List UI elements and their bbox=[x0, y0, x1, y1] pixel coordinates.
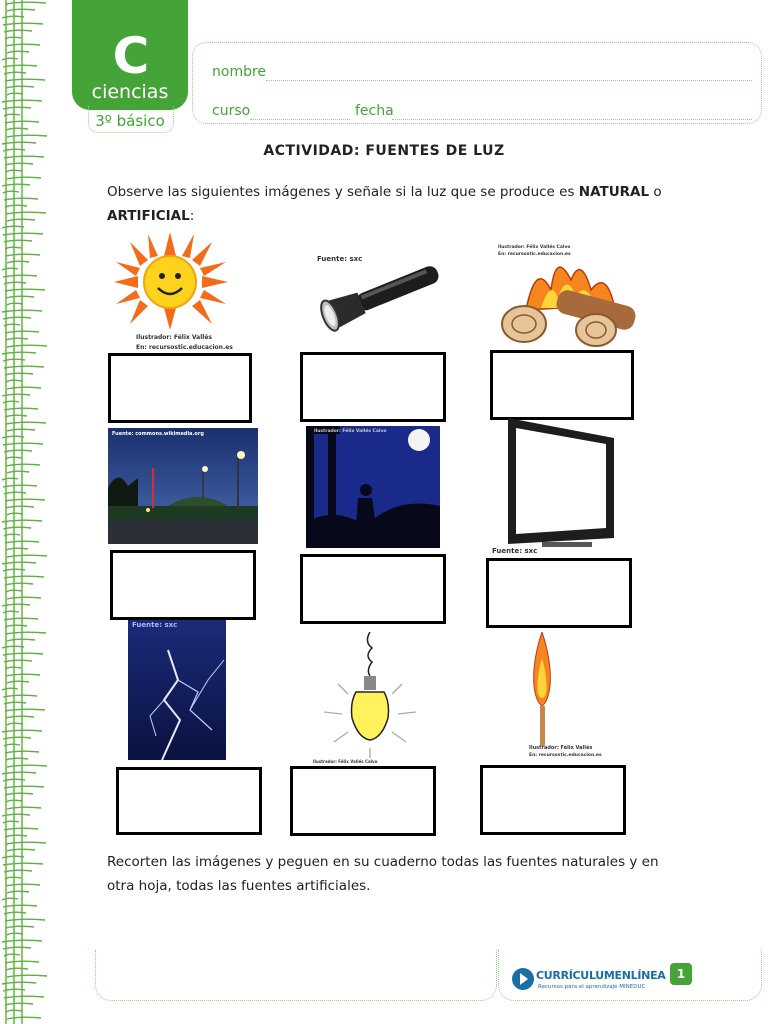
activity-title: ACTIVIDAD: FUENTES DE LUZ bbox=[263, 143, 505, 159]
street-lights-photo bbox=[108, 428, 258, 544]
date-label: fecha bbox=[355, 103, 394, 119]
header-form-frame bbox=[192, 42, 762, 124]
fire-credit-1: Ilustrador: Félix Vallés Calvo bbox=[498, 245, 571, 250]
answer-box-night[interactable] bbox=[300, 554, 446, 624]
bulb-credit: Ilustrador: Félix Vallés Calvo bbox=[313, 759, 378, 764]
tv-credit: Fuente: sxc bbox=[492, 547, 538, 555]
answer-box-flashlight[interactable] bbox=[300, 352, 446, 422]
logo-letter: C bbox=[112, 27, 148, 85]
lightning-photo bbox=[128, 620, 226, 760]
date-field[interactable] bbox=[392, 119, 752, 120]
course-label: curso bbox=[212, 103, 251, 119]
logo-subject: ciencias bbox=[91, 81, 169, 103]
answer-box-street-lights[interactable] bbox=[110, 550, 256, 620]
flashlight-image bbox=[316, 250, 446, 335]
answer-box-sun[interactable] bbox=[108, 353, 252, 423]
sun-credit-2: En: recursostic.educacion.es bbox=[136, 344, 233, 351]
fire-credit-2: En: recursostic.educacion.es bbox=[498, 252, 571, 257]
name-label: nombre bbox=[212, 64, 267, 80]
night-credit: Ilustrador: Félix Vallés Calvo bbox=[314, 429, 387, 434]
footer-frame-left bbox=[95, 950, 497, 1001]
brand-name: CURRÍCULUMENLÍNEA bbox=[536, 969, 666, 982]
match-credit-1: Ilustrador: Félix Vallés bbox=[529, 745, 593, 751]
sun-credit-1: Ilustrador: Félix Vallés bbox=[136, 334, 212, 341]
match-illustration bbox=[530, 632, 554, 748]
grade-label: 3º básico bbox=[95, 112, 165, 130]
street-credit: Fuente: commons.wikimedia.org bbox=[112, 431, 204, 437]
sun-illustration bbox=[108, 230, 232, 340]
answer-box-campfire[interactable] bbox=[490, 350, 634, 420]
name-field[interactable] bbox=[266, 80, 752, 81]
campfire-illustration bbox=[496, 250, 641, 348]
answer-box-lightning[interactable] bbox=[116, 767, 262, 835]
instruction-text: Observe las siguientes imágenes y señale si la luz que se produce es NATURAL o ARTIFICIAL: bbox=[107, 184, 662, 224]
answer-box-light-bulb[interactable] bbox=[290, 766, 436, 836]
answer-box-match[interactable] bbox=[480, 765, 626, 835]
course-field[interactable] bbox=[250, 119, 350, 120]
match-credit-2: En: recursostic.educacion.es bbox=[529, 753, 602, 758]
television-image bbox=[502, 414, 620, 550]
answer-box-television[interactable] bbox=[486, 558, 632, 628]
lightning-credit: Fuente: sxc bbox=[132, 621, 178, 629]
curriculum-logo-icon bbox=[512, 968, 534, 990]
page-number: 1 bbox=[670, 963, 692, 985]
flashlight-credit: Fuente: sxc bbox=[317, 255, 363, 263]
moonlit-night-illustration bbox=[306, 426, 440, 548]
light-bulb-illustration bbox=[310, 632, 430, 760]
brand-tagline: Recursos para el aprendizaje MINEDUC bbox=[538, 984, 646, 990]
closing-instruction: Recorten las imágenes y peguen en su cuaderno todas las fuentes naturales y en otra hoja, todas las fuentes artificiales. bbox=[107, 854, 659, 894]
